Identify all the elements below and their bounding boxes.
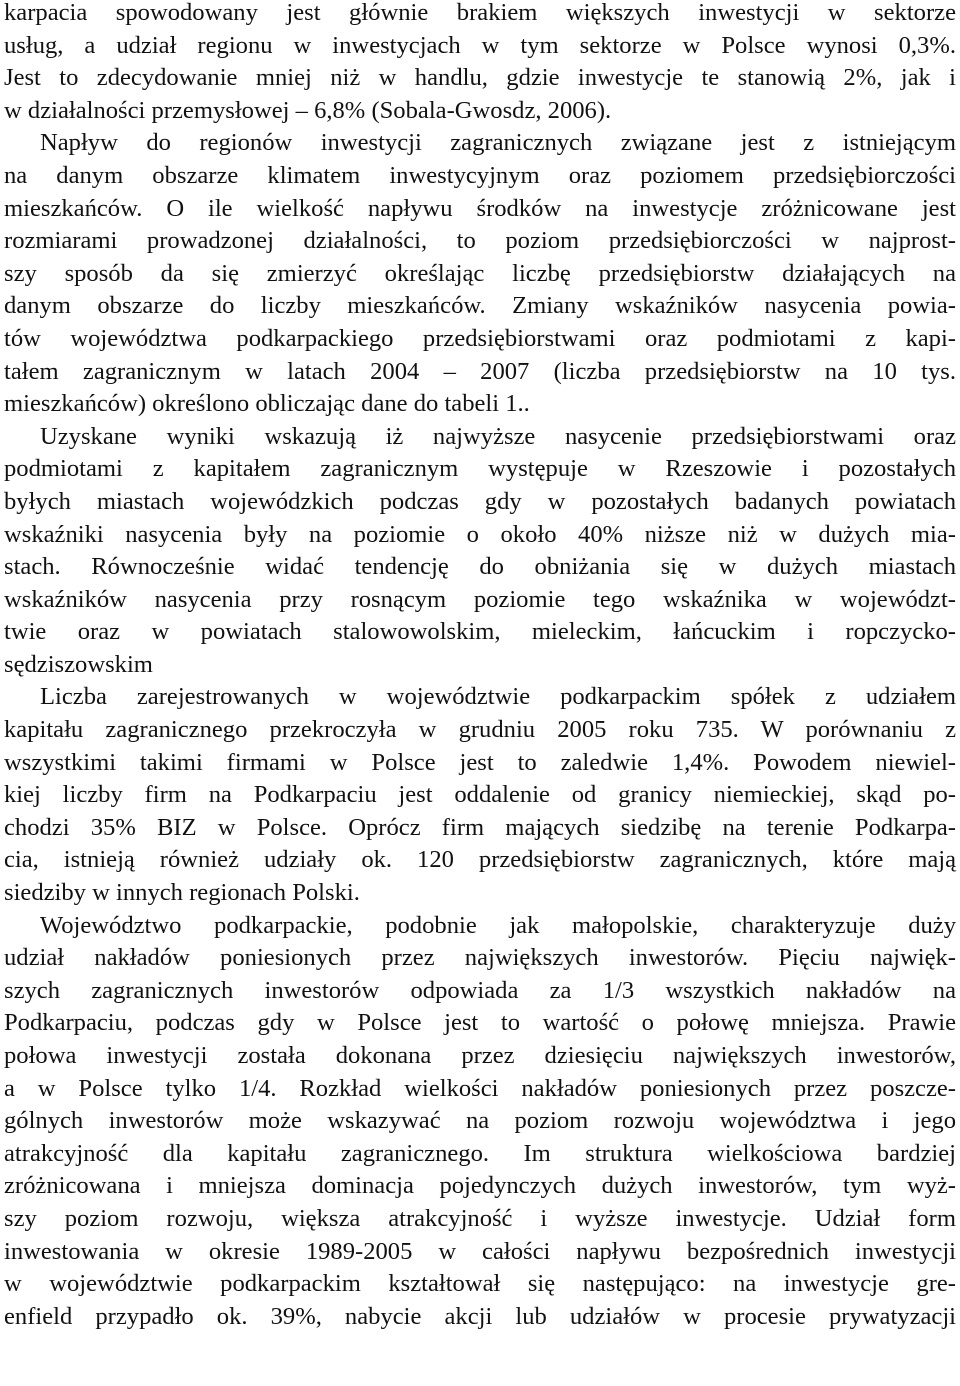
text-line: cia, istnieją również udziały ok. 120 przedsiębiorstw zagranicznych, które mają [4, 846, 956, 874]
text-line: wskaźników nasycenia przy rosnącym poziomie tego wskaźnika w województ- [4, 585, 956, 613]
text-line: szych zagranicznych inwestorów odpowiada za 1/3 wszystkich nakładów na [4, 976, 956, 1004]
text-line: atrakcyjność dla kapitału zagranicznego. Im struktura wielkościowa bardziej [4, 1139, 956, 1167]
text-line: zróżnicowana i mniejsza dominacja pojedynczych dużych inwestorów, tym wyż- [4, 1172, 956, 1200]
text-line: szy poziom rozwoju, większa atrakcyjność i wyższe inwestycje. Udział form [4, 1204, 956, 1232]
text-line: w działalności przemysłowej – 6,8% (Sobala-Gwosdz, 2006). [4, 96, 612, 124]
text-line: szy sposób da się zmierzyć określając liczbę przedsiębiorstw działających na [4, 259, 956, 287]
text-line: Jest to zdecydowanie mniej niż w handlu, gdzie inwestycje te stanowią 2%, jak i [4, 64, 956, 92]
text-line: chodzi 35% BIZ w Polsce. Oprócz firm mających siedzibę na terenie Podkarpa- [4, 813, 956, 841]
text-line: gólnych inwestorów może wskazywać na poziom rozwoju województwa i jego [4, 1107, 956, 1135]
text-line: wskaźniki nasycenia były na poziomie o około 40% niższe niż w dużych mia- [4, 520, 956, 548]
text-line: siedziby w innych regionach Polski. [4, 879, 360, 907]
text-line: rozmiarami prowadzonej działalności, to poziom przedsiębiorczości w najprost- [4, 227, 956, 255]
text-line: inwestowania w okresie 1989-2005 w całości napływu bezpośrednich inwestycji [4, 1237, 956, 1265]
text-line: mieszkańców) określono obliczając dane do tabeli 1.. [4, 390, 530, 418]
text-line: usług, a udział regionu w inwestycjach w tym sektorze w Polsce wynosi 0,3%. [4, 31, 956, 59]
text-line: na danym obszarze klimatem inwestycyjnym oraz poziomem przedsiębiorczości [4, 161, 956, 189]
text-line: enfield przypadło ok. 39%, nabycie akcji lub udziałów w procesie prywatyzacji [4, 1302, 956, 1330]
text-line: Napływ do regionów inwestycji zagranicznych związane jest z istniejącym [40, 129, 956, 157]
text-line: mieszkańców. O ile wielkość napływu środków na inwestycje zróżnicowane jest [4, 194, 956, 222]
text-line: Podkarpaciu, podczas gdy w Polsce jest to wartość o połowę mniejsza. Prawie [4, 1009, 956, 1037]
text-line: Uzyskane wyniki wskazują iż najwyższe nasycenie przedsiębiorstwami oraz [40, 422, 956, 450]
text-line: wszystkimi takimi firmami w Polsce jest to zaledwie 1,4%. Powodem niewiel- [4, 748, 956, 776]
text-line: danym obszarze do liczby mieszkańców. Zmiany wskaźników nasycenia powia- [4, 292, 956, 320]
text-line: a w Polsce tylko 1/4. Rozkład wielkości nakładów poniesionych przez poszcze- [4, 1074, 956, 1102]
text-line: Województwo podkarpackie, podobnie jak małopolskie, charakteryzuje duży [40, 911, 956, 939]
text-line: byłych miastach wojewódzkich podczas gdy w pozostałych badanych powiatach [4, 487, 956, 515]
text-line: kapitału zagranicznego przekroczyła w grudniu 2005 roku 735. W porównaniu z [4, 716, 956, 744]
text-line: stach. Równocześnie widać tendencję do obniżania się w dużych miastach [4, 553, 956, 581]
text-line: podmiotami z kapitałem zagranicznym występuje w Rzeszowie i pozostałych [4, 455, 956, 483]
text-line: tów województwa podkarpackiego przedsiębiorstwami oraz podmiotami z kapi- [4, 324, 956, 352]
text-line: twie oraz w powiatach stalowowolskim, mieleckim, łańcuckim i ropczycko- [4, 618, 956, 646]
body-text [4, 0, 956, 1333]
text-line: karpacia spowodowany jest głównie brakiem większych inwestycji w sektorze [4, 0, 956, 26]
text-line: w województwie podkarpackim kształtował się następująco: na inwestycje gre- [4, 1270, 956, 1298]
text-line: kiej liczby firm na Podkarpaciu jest oddalenie od granicy niemieckiej, skąd po- [4, 781, 956, 809]
text-line: sędziszowskim [4, 650, 153, 678]
text-line: połowa inwestycji została dokonana przez dziesięciu największych inwestorów, [4, 1042, 956, 1069]
text-line: udział nakładów poniesionych przez największych inwestorów. Pięciu najwięk- [4, 944, 956, 972]
text-line: tałem zagranicznym w latach 2004 – 2007 (liczba przedsiębiorstw na 10 tys. [4, 357, 956, 385]
text-line: Liczba zarejestrowanych w województwie podkarpackim spółek z udziałem [40, 683, 956, 711]
